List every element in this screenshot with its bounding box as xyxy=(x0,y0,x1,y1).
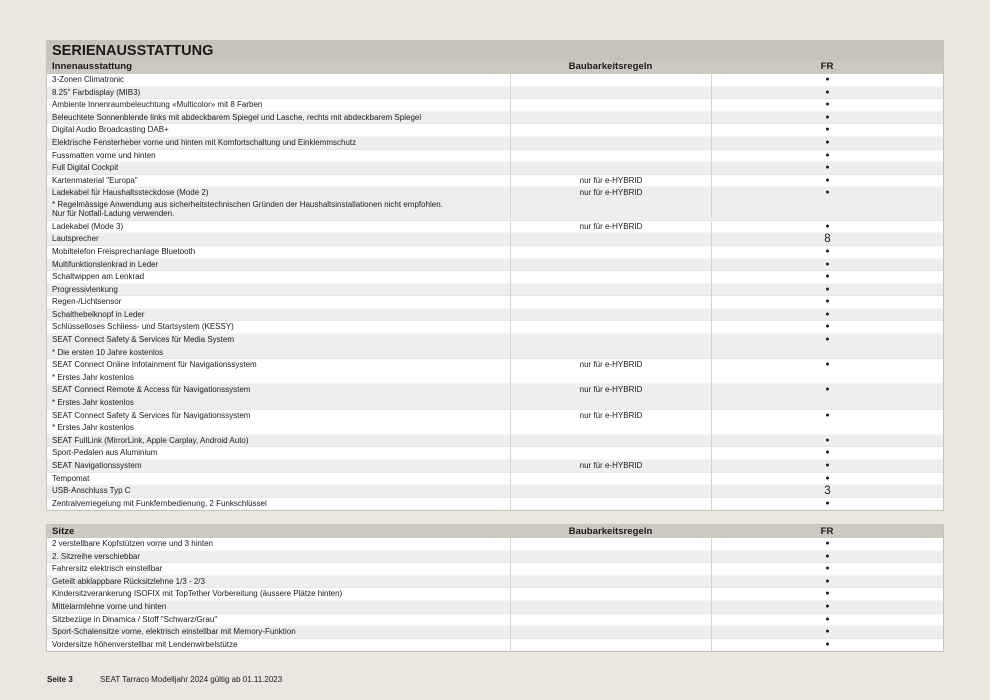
fr-value: ● xyxy=(711,334,943,359)
feature-label: Ladekabel für Haushaltssteckdose (Mode 2) xyxy=(52,188,209,198)
feature-label: Lautsprecher xyxy=(52,234,99,244)
table-row xyxy=(47,639,943,652)
feature-cell xyxy=(47,447,510,460)
fr-value: ● xyxy=(711,410,943,435)
feature-cell xyxy=(47,150,510,163)
fr-value: ● xyxy=(711,175,943,188)
buildability-rule xyxy=(510,576,711,589)
buildability-rule xyxy=(510,124,711,137)
fr-value: 8 xyxy=(711,233,943,246)
feature-cell xyxy=(47,551,510,564)
fr-value: ● xyxy=(711,74,943,87)
feature-cell xyxy=(47,233,510,246)
buildability-rule: nur für e-HYBRID xyxy=(510,384,711,409)
feature-cell xyxy=(47,112,510,125)
feature-label: Geteilt abklappbare Rücksitzlehne 1/3 - 2/3 xyxy=(52,576,205,586)
buildability-rule xyxy=(510,321,711,334)
feature-cell xyxy=(47,435,510,448)
column-header-fr: FR xyxy=(820,526,834,537)
table-body xyxy=(47,74,943,510)
table-row xyxy=(47,124,943,137)
table-row xyxy=(47,246,943,259)
feature-note: * Erstes Jahr kostenlos xyxy=(52,372,134,382)
column-header-rules: Baubarkeitsregeln xyxy=(568,526,653,537)
feature-label: 3-Zonen Climatronic xyxy=(52,74,125,84)
feature-cell xyxy=(47,601,510,614)
column-header-fr: FR xyxy=(820,61,834,73)
feature-cell xyxy=(47,538,510,551)
buildability-rule xyxy=(510,137,711,150)
feature-label: Regen-/Lichtsensor xyxy=(52,297,122,307)
feature-label: 2 verstellbare Kopfstützen vorne und 3 hinten xyxy=(52,539,213,548)
feature-label: Mittelarmlehne vorne und hinten xyxy=(52,601,167,611)
table-row xyxy=(47,384,943,409)
feature-cell xyxy=(47,162,510,175)
feature-label: SEAT Connect Safety & Services für Media System xyxy=(52,335,234,345)
feature-cell xyxy=(47,334,510,359)
feature-label: Kindersitzverankerung ISOFIX mit TopTether Vorbereitung (äussere Plätze hinten) xyxy=(52,589,343,599)
feature-label: Tempomat xyxy=(52,473,90,483)
table-row xyxy=(47,221,943,234)
feature-label: Sport-Schalensitze vorne, elektrisch einstellbar mit Memory-Funktion xyxy=(52,627,296,637)
feature-label: SEAT FullLink (MirrorLink, Apple Carplay, Android Auto) xyxy=(52,435,249,445)
feature-cell xyxy=(47,87,510,100)
table-row xyxy=(47,614,943,627)
table-row xyxy=(47,87,943,100)
buildability-rule xyxy=(510,614,711,627)
fr-value: ● xyxy=(711,221,943,234)
page-number: Seite 3 xyxy=(47,675,73,684)
buildability-rule xyxy=(510,74,711,87)
table-row xyxy=(47,321,943,334)
feature-label: Multifunktionslenkrad in Leder xyxy=(52,259,159,269)
table-row xyxy=(47,576,943,589)
footer-text: SEAT Tarraco Modelljahr 2024 gültig ab 01.11.2023 xyxy=(100,675,283,684)
buildability-rule: nur für e-HYBRID xyxy=(510,460,711,473)
table-row xyxy=(47,271,943,284)
feature-label: Schalthebelknopf in Leder xyxy=(52,309,145,319)
feature-label: Beleuchtete Sonnenblende links mit abdeckbarem Spiegel und Lasche, rechts mit abdeckbarem Spiegel xyxy=(52,112,422,122)
table-row xyxy=(47,137,943,150)
table-row xyxy=(47,538,943,551)
fr-value: 3 xyxy=(711,485,943,498)
table-row xyxy=(47,296,943,309)
buildability-rule xyxy=(510,639,711,652)
feature-label: SEAT Connect Remote & Access für Navigationssystem xyxy=(52,385,251,395)
feature-label: Ambiente Innenraumbeleuchtung «Multicolor» mit 8 Farben xyxy=(52,100,263,110)
fr-value: ● xyxy=(711,87,943,100)
table-row xyxy=(47,112,943,125)
fr-value: ● xyxy=(711,359,943,384)
feature-cell xyxy=(47,259,510,272)
feature-label: Sport-Pedalen aus Aluminium xyxy=(52,448,158,458)
section-header xyxy=(47,525,943,538)
fr-value: ● xyxy=(711,639,943,652)
buildability-rule: nur für e-HYBRID xyxy=(510,175,711,188)
equipment-table-interior xyxy=(46,40,944,511)
fr-value: ● xyxy=(711,162,943,175)
buildability-rule: nur für e-HYBRID xyxy=(510,359,711,384)
feature-label: SEAT Connect Online Infotainment für Navigationssystem xyxy=(52,360,257,370)
feature-cell xyxy=(47,384,510,409)
feature-cell xyxy=(47,284,510,297)
table-row xyxy=(47,99,943,112)
buildability-rule xyxy=(510,296,711,309)
fr-value: ● xyxy=(711,588,943,601)
feature-cell xyxy=(47,296,510,309)
fr-value: ● xyxy=(711,538,943,551)
section-title: Innenausstattung xyxy=(52,61,132,73)
buildability-rule xyxy=(510,435,711,448)
fr-value: ● xyxy=(711,435,943,448)
table-row xyxy=(47,485,943,498)
feature-label: Fussmatten vorne und hinten xyxy=(52,150,156,160)
table-row xyxy=(47,626,943,639)
footer xyxy=(0,674,990,686)
feature-cell xyxy=(47,639,510,652)
feature-cell xyxy=(47,74,510,87)
table-row xyxy=(47,309,943,322)
buildability-rule: nur für e-HYBRID xyxy=(510,187,711,218)
feature-label: Progressivlenkung xyxy=(52,284,118,294)
fr-value: ● xyxy=(711,473,943,486)
feature-cell xyxy=(47,271,510,284)
feature-cell xyxy=(47,221,510,234)
table-row xyxy=(47,551,943,564)
feature-label: USB-Anschluss Typ C xyxy=(52,486,131,496)
equipment-table-seats xyxy=(46,524,944,652)
fr-value: ● xyxy=(711,271,943,284)
feature-cell xyxy=(47,137,510,150)
buildability-rule xyxy=(510,99,711,112)
feature-label: Schaltwippen am Lenkrad xyxy=(52,272,145,282)
feature-label: Fahrersitz elektrisch einstellbar xyxy=(52,564,163,574)
table-row xyxy=(47,233,943,246)
table-row xyxy=(47,74,943,87)
buildability-rule xyxy=(510,334,711,359)
feature-cell xyxy=(47,588,510,601)
buildability-rule xyxy=(510,447,711,460)
table-row xyxy=(47,175,943,188)
feature-label: Ladekabel (Mode 3) xyxy=(52,221,124,231)
feature-note: * Erstes Jahr kostenlos xyxy=(52,398,134,408)
buildability-rule xyxy=(510,485,711,498)
fr-value: ● xyxy=(711,309,943,322)
fr-value: ● xyxy=(711,284,943,297)
table-row xyxy=(47,473,943,486)
buildability-rule: nur für e-HYBRID xyxy=(510,410,711,435)
fr-value: ● xyxy=(711,259,943,272)
fr-value: ● xyxy=(711,576,943,589)
feature-cell xyxy=(47,485,510,498)
section-title: Sitze xyxy=(52,526,75,537)
feature-label: Schlüsselloses Schliess- und Startsystem (KESSY) xyxy=(52,322,234,332)
feature-cell xyxy=(47,473,510,486)
feature-label: SEAT Connect Safety & Services für Navigationssystem xyxy=(52,410,251,420)
section-header xyxy=(47,61,943,74)
feature-cell xyxy=(47,175,510,188)
feature-note: * Erstes Jahr kostenlos xyxy=(52,423,134,433)
buildability-rule xyxy=(510,150,711,163)
feature-cell xyxy=(47,576,510,589)
buildability-rule xyxy=(510,246,711,259)
fr-value: ● xyxy=(711,563,943,576)
feature-cell xyxy=(47,626,510,639)
column-header-rules: Baubarkeitsregeln xyxy=(568,61,653,73)
feature-cell xyxy=(47,460,510,473)
buildability-rule xyxy=(510,271,711,284)
buildability-rule xyxy=(510,601,711,614)
feature-label: 8.25" Farbdisplay (MIB3) xyxy=(52,87,141,97)
table-body xyxy=(47,538,943,651)
table-row xyxy=(47,187,943,220)
feature-cell xyxy=(47,124,510,137)
fr-value: ● xyxy=(711,112,943,125)
table-row xyxy=(47,460,943,473)
feature-label: Vordersitze höhenverstellbar mit Lendenwirbelstütze xyxy=(52,639,238,649)
fr-value: ● xyxy=(711,321,943,334)
fr-value: ● xyxy=(711,246,943,259)
fr-value: ● xyxy=(711,447,943,460)
buildability-rule: nur für e-HYBRID xyxy=(510,221,711,234)
feature-cell xyxy=(47,410,510,435)
buildability-rule xyxy=(510,259,711,272)
feature-label: Full Digital Cockpit xyxy=(52,163,119,173)
feature-cell xyxy=(47,99,510,112)
fr-value: ● xyxy=(711,384,943,409)
fr-value: ● xyxy=(711,614,943,627)
table-row xyxy=(47,410,943,435)
feature-label: Kartenmaterial "Europa" xyxy=(52,175,138,185)
buildability-rule xyxy=(510,233,711,246)
buildability-rule xyxy=(510,498,711,511)
feature-cell xyxy=(47,309,510,322)
feature-cell xyxy=(47,321,510,334)
fr-value: ● xyxy=(711,124,943,137)
table-row xyxy=(47,150,943,163)
buildability-rule xyxy=(510,309,711,322)
table-row xyxy=(47,498,943,511)
buildability-rule xyxy=(510,588,711,601)
fr-value: ● xyxy=(711,626,943,639)
fr-value: ● xyxy=(711,187,943,218)
page-title: SERIENAUSSTATTUNG xyxy=(47,41,943,61)
buildability-rule xyxy=(510,162,711,175)
feature-cell xyxy=(47,498,510,511)
table-row xyxy=(47,435,943,448)
feature-cell xyxy=(47,359,510,384)
fr-value: ● xyxy=(711,551,943,564)
fr-value: ● xyxy=(711,296,943,309)
buildability-rule xyxy=(510,112,711,125)
feature-note: Nur für Notfall-Ladung verwenden. xyxy=(52,209,175,219)
fr-value: ● xyxy=(711,99,943,112)
feature-label: Sitzbezüge in Dinamica / Stoff "Schwarz/Grau" xyxy=(52,614,218,624)
buildability-rule xyxy=(510,538,711,551)
feature-label: Mobiltelefon Freisprechanlage Bluetooth xyxy=(52,246,196,256)
fr-value: ● xyxy=(711,460,943,473)
fr-value: ● xyxy=(711,601,943,614)
feature-cell xyxy=(47,614,510,627)
table-row xyxy=(47,601,943,614)
buildability-rule xyxy=(510,563,711,576)
table-row xyxy=(47,334,943,359)
table-row xyxy=(47,588,943,601)
feature-label: SEAT Navigationssystem xyxy=(52,461,142,470)
feature-cell xyxy=(47,246,510,259)
table-row xyxy=(47,284,943,297)
feature-label: Digital Audio Broadcasting DAB+ xyxy=(52,125,169,135)
buildability-rule xyxy=(510,87,711,100)
table-row xyxy=(47,447,943,460)
fr-value: ● xyxy=(711,498,943,511)
feature-cell xyxy=(47,187,510,218)
buildability-rule xyxy=(510,284,711,297)
feature-label: Elektrische Fensterheber vorne und hinten mit Komfortschaltung und Einklemmschutz xyxy=(52,137,357,147)
feature-label: 2. Sitzreihe verschiebbar xyxy=(52,551,141,561)
table-row xyxy=(47,259,943,272)
table-row xyxy=(47,359,943,384)
feature-note: * Die ersten 10 Jahre kostenlos xyxy=(52,347,164,357)
table-row xyxy=(47,563,943,576)
buildability-rule xyxy=(510,551,711,564)
table-row xyxy=(47,162,943,175)
feature-cell xyxy=(47,563,510,576)
fr-value: ● xyxy=(711,150,943,163)
feature-label: Zentralverriegelung mit Funkfernbedienung, 2 Funkschlüssel xyxy=(52,498,267,508)
buildability-rule xyxy=(510,473,711,486)
buildability-rule xyxy=(510,626,711,639)
fr-value: ● xyxy=(711,137,943,150)
feature-note: * Regelmässige Anwendung aus sicherheitstechnischen Gründen der Haushaltsinstallationen nicht empfohlen. xyxy=(52,199,443,209)
